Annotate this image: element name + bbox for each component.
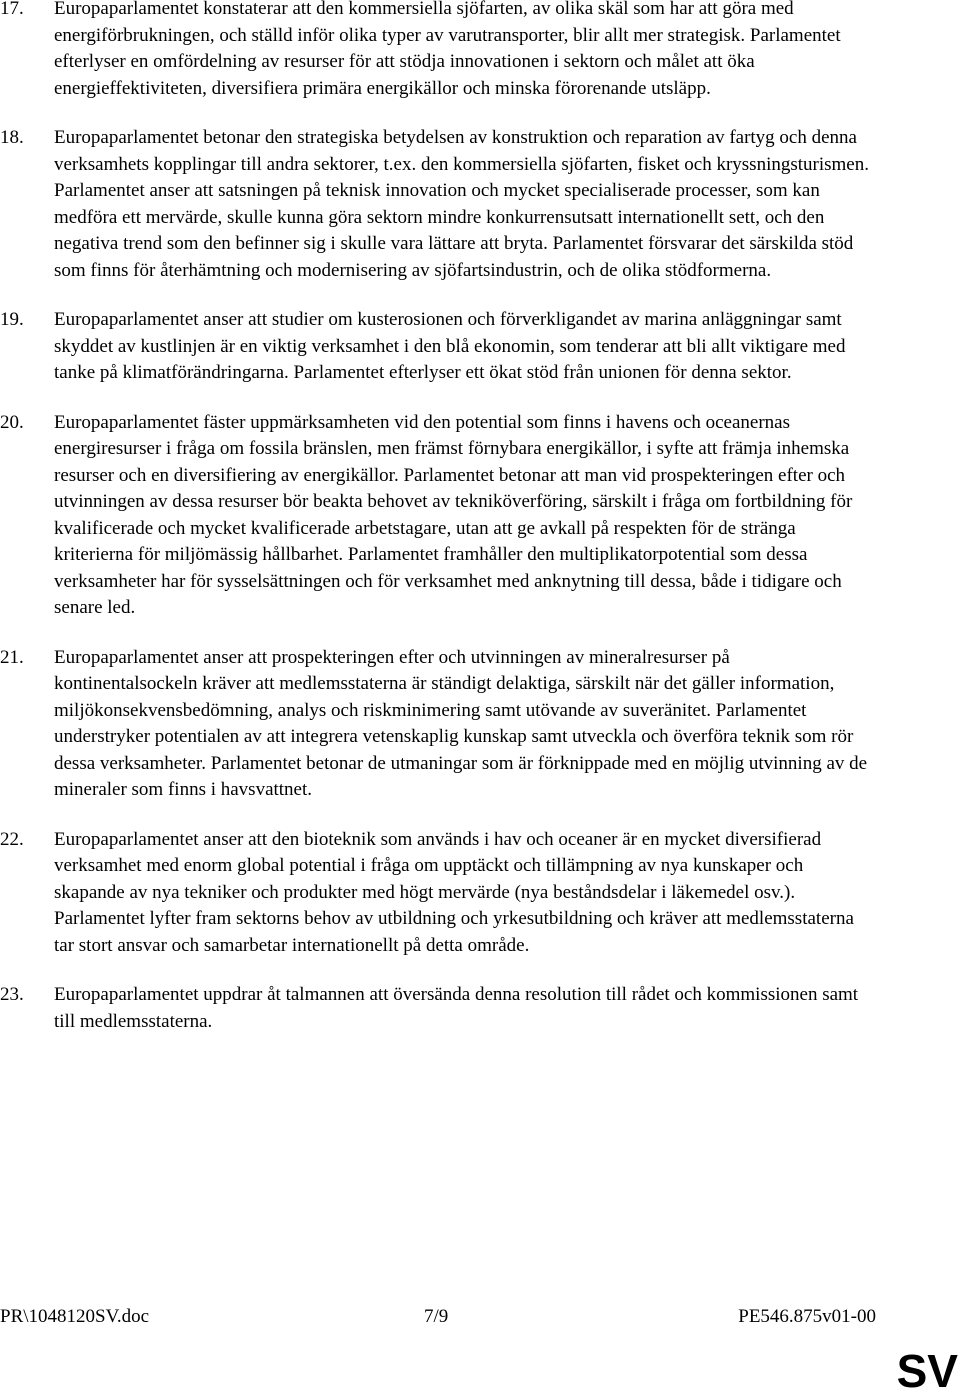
paragraph-text: Europaparlamentet fäster uppmärksamheten vid den potential som finns i havens och oceanernas energiresurser i fråga om fossila bränslen, men främst förnybara energikällor, i syfte att främja inhemska resurser och en diversifiering av energikällor. Parlamentet betonar att man vid prospekteringen efter och utvinningen av dessa resurser bör beakta behovet av tekniköverföring, särskilt i fråga om fortbildning för kvalificerade och mycket kvalificerade arbetstagare, utan att ge avkall på respekten för de stränga kriterierna för miljömässig hållbarhet. Parlamentet framhåller den multiplikatorpotential som dessa verksamheter har för sysselsättningen och för verksamhet med anknytning till dessa, både i tidigare och senare led.	[54, 411, 853, 618]
paragraph-text: Europaparlamentet anser att den bioteknik som används i hav och oceaner är en mycket diversifierad verksamhet med enorm global potential i fråga om upptäckt och tillämpning av nya kunskaper och skapande av nya tekniker och produkter med högt mervärde (nya beståndsdelar i läkemedel osv.). Parlamentet lyfter fram sektorns behov av utbildning och yrkesutbildning och kräver att medlemsstaterna tar stort ansvar och samarbetar internationellt på detta område.	[54, 828, 854, 956]
paragraph-number: 19.	[0, 309, 24, 330]
paragraph-number: 18.	[0, 127, 24, 148]
page-number: 7/9	[424, 1306, 449, 1327]
pe-number: PE546.875v01-00	[738, 1306, 876, 1327]
document-reference: PR\1048120SV.doc	[0, 1306, 150, 1327]
paragraph-19	[0, 307, 960, 387]
paragraph-number: 20.	[0, 411, 24, 433]
paragraph-17	[0, 0, 960, 102]
paragraph-number: 23.	[0, 984, 24, 1005]
paragraph-text: Europaparlamentet anser att prospekteringen efter och utvinningen av mineralresurser på kontinentalsockeln kräver att medlemsstaterna är ständigt delaktiga, särskilt när det gäller information, miljökonsekvensbedömning, analys och riskminimering samt utövande av suveränitet. Parlamentet understryker potentialen av att integrera vetenskaplig kunskap samt utveckla och överföra teknik som rör dessa verksamheter. Parlamentet betonar de utmaningar som är förknippade med en möjlig utvinning av de mineraler som finns i havsvattnet.	[54, 646, 868, 800]
paragraph-text: Europaparlamentet anser att studier om kusterosionen och förverkligandet av marina anläggningar samt skyddet av kustlinjen är en viktig verksamhet i den blå ekonomin, som tenderar att bli allt viktigare med tanke på klimatförändringarna. Parlamentet efterlyser ett ökat stöd från unionen för denna sektor.	[54, 309, 846, 383]
paragraph-21	[0, 645, 960, 804]
paragraph-number: 22.	[0, 828, 24, 850]
paragraph-text: Europaparlamentet uppdrar åt talmannen att översända denna resolution till rådet och kommissionen samt till medlemsstaterna.	[54, 984, 859, 1032]
paragraph-23	[0, 982, 960, 1035]
paragraph-22	[0, 827, 960, 960]
page-footer	[0, 1305, 876, 1329]
paragraph-number: 17.	[0, 0, 24, 19]
paragraph-text: Europaparlamentet konstaterar att den kommersiella sjöfarten, av olika skäl som har att göra med energiförbrukningen, och ställd inför olika typer av varutransporter, blir allt mer strategisk. Parlamentet efterlyser en omfördelning av resurser för att stödja innovationen i sektorn och målet att öka energieffektiviteten, diversifiera primära energikällor och minska förorenande utsläpp.	[54, 0, 841, 99]
language-code: SV	[896, 1345, 958, 1397]
paragraph-20	[0, 410, 960, 622]
paragraph-number: 21.	[0, 646, 24, 668]
paragraph-text: Europaparlamentet betonar den strategiska betydelsen av konstruktion och reparation av fartyg och denna verksamhets kopplingar till andra sektorer, t.ex. den kommersiella sjöfarten, fisket och kryssningsturismen. Parlamentet anser att satsningen på teknisk innovation och mycket specialiserade processer, som kan medföra ett mervärde, skulle kunna göra sektorn mindre konkurrensutsatt internationellt sett, och den negativa trend som den befinner sig i skulle vara lättare att bryta. Parlamentet försvarar det särskilda stöd som finns för återhämtning och modernisering av sjöfartsindustrin, och de olika stödformerna.	[54, 127, 869, 281]
paragraph-18	[0, 125, 960, 284]
